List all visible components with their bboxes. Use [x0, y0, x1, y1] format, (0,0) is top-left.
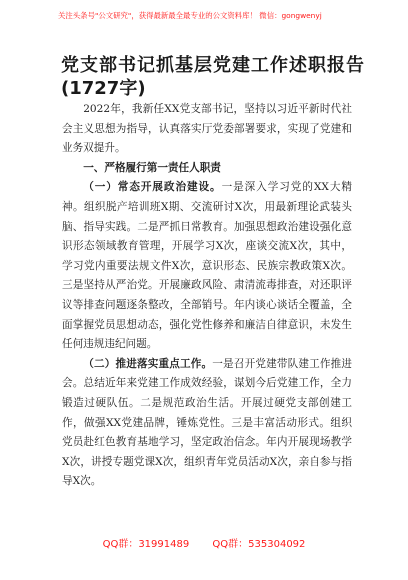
document-title-wordcount: (1727字)	[61, 78, 146, 99]
section-heading: 一、严格履行第一责任人职责	[83, 161, 221, 174]
paragraph-1-lead: （一）常态开展政治建设。	[83, 181, 222, 194]
paragraph-1	[62, 178, 352, 354]
paragraph-2-body: 一是召开党建带队建工作推进会。总结近年来党建工作成效经验，谋划今后党建工作，全力锻造过硬队伍。二是规范政治生活。开展过硬党支部创建工作，做强XX党建品牌，锤炼党性。三是丰富活动形式。组织党员赴红色教育基地学习，坚定政治信念。年内开展现场教学X次，讲授专题党课X次，组织青年党员活动X次，亲自参与指导X次。	[62, 357, 352, 488]
footer-contact	[0, 535, 408, 550]
paragraph-2-lead: （二）推进落实重点工作。	[83, 357, 213, 370]
document-body	[62, 100, 352, 492]
paragraph-2	[62, 355, 352, 492]
document-title: 党支部书记抓基层党建工作述职报告	[61, 55, 365, 76]
footer-qq-1: QQ群：31991489	[102, 539, 190, 550]
paragraph-1-body: 一是深入学习党的XX大精神。组织脱产培训班X期、交流研讨X次，用最新理论武装头脑、指导实践。二是严抓日常教育。加强思想政治建设强化意识形态领域教育管理，开展学习X次，座谈交流X次，其中，学习党内重要法规文件X次，意识形态、民族宗教政策X次。三是坚持从严治党。开展廉政风险、肃清流毒排查，对还职评议等排查问题逐条整改，全部销号。年内谈心谈话全覆盖，全面掌握党员思想动态，强化党性修养和廉洁自律意识，未发生任何违规违纪问题。	[62, 181, 353, 351]
intro-paragraph: 2022年，我新任XX党支部书记，坚持以习近平新时代社会主义思想为指导，认真落实厅党委部署要求，实现了党建和业务双提升。	[62, 103, 352, 155]
header-banner: 关注头条号"公文研究"，获得最新最全最专业的公文资料库！ 微信：gongwenyj	[58, 11, 322, 20]
footer-qq-2: QQ群：535304092	[212, 539, 306, 550]
